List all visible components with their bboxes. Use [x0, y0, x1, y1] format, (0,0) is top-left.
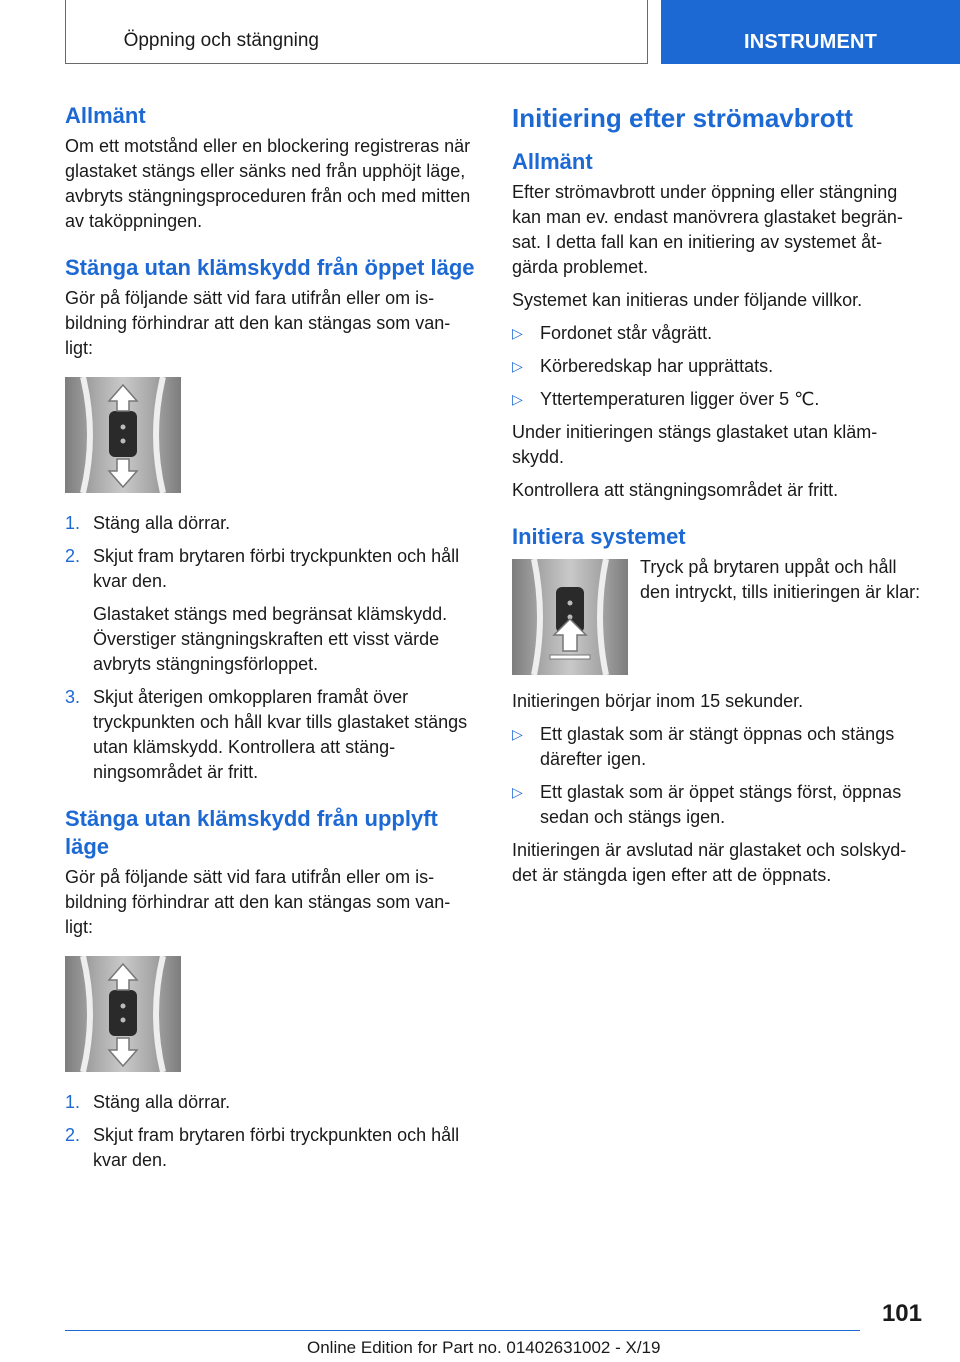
page-number: 101 [881, 1300, 922, 1327]
paragraph-general-right: Efter strömavbrott under öppning eller stängning kan man ev. endast manövrera glastaket begrän-sat. I detta fall kan en initiering av systemet åt-gärda problemet. [512, 182, 903, 277]
heading-general-right: Allmänt [512, 149, 593, 174]
step-text: Stäng alla dörrar. [93, 1092, 231, 1112]
switch-forward-illustration-2 [65, 956, 181, 1072]
list-item [65, 685, 475, 785]
heading-general: Allmänt [65, 103, 146, 128]
init-instruction-row [512, 555, 927, 675]
heading-close-open: Stänga utan klämskydd från öppet läge [65, 255, 475, 280]
heading-init-after-power-loss: Initiering efter strömavbrott [512, 103, 853, 133]
steps-close-raised [65, 1090, 475, 1173]
step-number: 2. [65, 1125, 81, 1145]
switch-up-illustration [512, 559, 628, 675]
triangle-bullet-icon: ▷ [512, 325, 523, 341]
list-item [65, 1123, 475, 1173]
chapter-tab[interactable] [661, 0, 960, 64]
step-text: Skjut fram brytaren förbi tryckpunkten och håll kvar den. [93, 546, 460, 591]
list-item [512, 354, 927, 379]
condition-text: Körberedskap har upprättats. [540, 356, 774, 376]
behaviour-text: Ett glastak som är öppet stängs först, öppnas sedan och stängs igen. [540, 782, 902, 827]
condition-text: Fordonet står vågrätt. [540, 323, 713, 343]
paragraph-press-switch: Tryck på brytaren uppåt och håll den intryckt, tills initieringen är klar: [640, 557, 921, 602]
footer-divider [65, 1330, 860, 1331]
paragraph-during-init: Under initieringen stängs glastaket utan kläm-skydd. [512, 422, 878, 467]
init-behaviour-list [512, 722, 927, 830]
header-frame [65, 0, 648, 64]
triangle-bullet-icon: ▷ [512, 784, 523, 800]
condition-text: Yttertemperaturen ligger över 5 ℃. [540, 389, 820, 409]
roof-switch-forward-icon [65, 956, 181, 1072]
roof-switch-up-icon [512, 559, 628, 675]
right-column [512, 102, 927, 896]
list-item [512, 387, 927, 412]
paragraph-close-open: Gör på följande sätt vid fara utifrån eller om is-bildning förhindrar att den kan stängas som van-ligt: [65, 288, 451, 358]
paragraph-general: Om ett motstånd eller en blockering registreras när glastaket stängs eller sänks ned från upphöjt läge, avbryts stängningsproceduren från och med mitten av taköppningen. [65, 136, 471, 231]
switch-forward-illustration [65, 377, 181, 493]
list-item [512, 722, 927, 772]
heading-close-raised: Stänga utan klämskydd från upplyft läge [65, 806, 438, 859]
step-text: Skjut fram brytaren förbi tryckpunkten och håll kvar den. [93, 1125, 460, 1170]
heading-init-system: Initiera systemet [512, 524, 686, 549]
triangle-bullet-icon: ▷ [512, 358, 523, 374]
triangle-bullet-icon: ▷ [512, 726, 523, 742]
step-number: 3. [65, 687, 81, 707]
behaviour-text: Ett glastak som är stängt öppnas och stängs därefter igen. [540, 724, 895, 769]
triangle-bullet-icon: ▷ [512, 391, 523, 407]
chapter-tab-label: INSTRUMENT [743, 31, 878, 53]
list-item [65, 511, 475, 536]
edition-footer: Online Edition for Part no. 01402631002 - X/19 [307, 1338, 661, 1357]
left-column [65, 102, 475, 1181]
roof-switch-forward-icon [65, 377, 181, 493]
steps-close-open [65, 511, 475, 785]
step-number: 2. [65, 546, 81, 566]
paragraph-check-area: Kontrollera att stängningsområdet är fritt. [512, 480, 839, 500]
step-number: 1. [65, 1092, 81, 1112]
list-item [512, 321, 927, 346]
list-item [65, 1090, 475, 1115]
step-note: Glastaket stängs med begränsat klämskydd. Överstiger stängningskraften ett visst värde avbryts stängningsförloppet. [93, 604, 448, 674]
section-title: Öppning och stängning [123, 30, 319, 51]
list-item [512, 780, 927, 830]
step-text: Skjut återigen omkopplaren framåt över tryckpunkten och håll kvar tills glastaket stängs utan klämskydd. Kontrollera att stäng-ningsområdet är fritt. [93, 687, 468, 782]
paragraph-init-done: Initieringen är avslutad när glastaket och solskyd-det är stängda igen efter att de öppnats. [512, 840, 907, 885]
paragraph-conditions: Systemet kan initieras under följande villkor. [512, 290, 863, 310]
paragraph-init-starts: Initieringen börjar inom 15 sekunder. [512, 691, 804, 711]
conditions-list [512, 321, 927, 412]
step-text: Stäng alla dörrar. [93, 513, 231, 533]
list-item [65, 544, 475, 677]
paragraph-close-raised: Gör på följande sätt vid fara utifrån eller om is-bildning förhindrar att den kan stängas som van-ligt: [65, 867, 451, 937]
step-number: 1. [65, 513, 81, 533]
